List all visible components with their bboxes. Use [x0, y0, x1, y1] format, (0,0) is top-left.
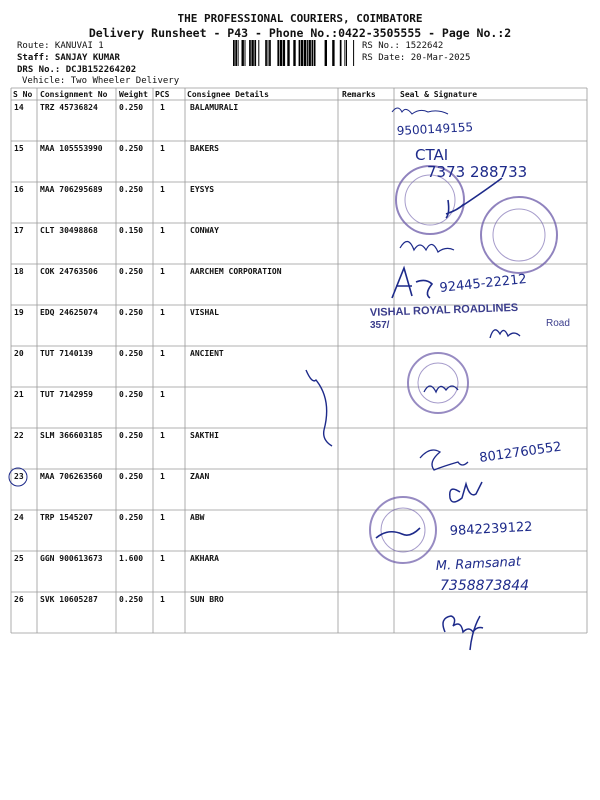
cell-name: BAKERS — [190, 144, 219, 153]
cell-name: AARCHEM CORPORATION — [190, 267, 282, 276]
col-header-sno: S No — [13, 90, 33, 99]
stamp-19-line3: Road — [546, 318, 570, 329]
cell-pcs: 1 — [160, 308, 165, 317]
cell-cn: GGN 900613673 — [40, 554, 103, 563]
cell-cn: TRP 1545207 — [40, 513, 93, 522]
cell-wt: 0.250 — [119, 431, 144, 440]
cell-sno: 20 — [14, 349, 24, 358]
phone-15: 7373 288733 — [427, 163, 528, 181]
drs-text: DRS No.: DCJB152264202 — [17, 65, 137, 75]
col-header-pcs: PCS — [155, 90, 170, 99]
cell-cn: MAA 105553990 — [40, 144, 103, 153]
cell-sno: 25 — [14, 554, 24, 563]
cell-name: ZAAN — [190, 472, 210, 481]
col-header-signature: Seal & Signature — [400, 90, 478, 99]
cell-sno: 22 — [14, 431, 24, 440]
cell-cn: EDQ 24625074 — [40, 308, 98, 317]
cell-cn: CLT 30498868 — [40, 226, 98, 235]
cell-sno: 23 — [14, 472, 24, 481]
cell-cn: SLM 366603185 — [40, 431, 103, 440]
cell-sno: 15 — [14, 144, 24, 153]
col-header-weight: Weight — [119, 90, 148, 99]
cell-name: ABW — [190, 513, 205, 522]
cell-cn: MAA 706295689 — [40, 185, 103, 194]
cell-pcs: 1 — [160, 554, 165, 563]
cell-cn: TUT 7140139 — [40, 349, 93, 358]
rs-no-text: RS No.: 1522642 — [362, 41, 444, 51]
cell-wt: 0.250 — [119, 349, 144, 358]
phone-25: 7358873844 — [440, 578, 530, 594]
col-header-consignment: Consignment No — [40, 90, 108, 99]
stamp-19-line1: VISHAL ROYAL ROADLINES — [369, 301, 519, 319]
cell-cn: TRZ 45736824 — [40, 103, 98, 112]
col-header-remarks: Remarks — [342, 90, 376, 99]
cell-pcs: 1 — [160, 472, 165, 481]
cell-sno: 24 — [14, 513, 24, 522]
cell-pcs: 1 — [160, 226, 165, 235]
cell-name: BALAMURALI — [190, 103, 239, 112]
cell-pcs: 1 — [160, 349, 165, 358]
cell-wt: 0.150 — [119, 226, 144, 235]
cell-wt: 0.250 — [119, 308, 144, 317]
vehicle-text: Vehicle: Two Wheeler Delivery — [22, 76, 180, 86]
cell-name: ANCIENT — [190, 349, 224, 358]
cell-sno: 19 — [14, 308, 24, 317]
cell-pcs: 1 — [160, 513, 165, 522]
cell-wt: 0.250 — [119, 513, 144, 522]
cell-wt: 0.250 — [119, 185, 144, 194]
company-title: THE PROFESSIONAL COURIERS, COIMBATORE — [177, 12, 423, 25]
cell-name: SUN BRO — [190, 595, 224, 604]
phone-22: 8012760552 — [478, 439, 563, 466]
col-header-consignee: Consignee Details — [187, 90, 269, 99]
cell-pcs: 1 — [160, 185, 165, 194]
cell-sno: 18 — [14, 267, 24, 276]
cell-cn: COK 24763506 — [40, 267, 98, 276]
phone-14: 9500149155 — [396, 120, 474, 138]
cell-name: VISHAL — [190, 308, 219, 317]
cell-wt: 0.250 — [119, 472, 144, 481]
cell-pcs: 1 — [160, 267, 165, 276]
cell-sno: 21 — [14, 390, 24, 399]
runsheet-title: Delivery Runsheet - P43 - Phone No.:0422-3505555 - Page No.:2 — [88, 26, 512, 40]
cell-name: EYSYS — [190, 185, 215, 194]
cell-name: SAKTHI — [190, 431, 219, 440]
cell-pcs: 1 — [160, 431, 165, 440]
cell-pcs: 1 — [160, 390, 165, 399]
cell-cn: TUT 7142959 — [40, 390, 93, 399]
cell-cn: SVK 10605287 — [40, 595, 98, 604]
phone-24: 9842239122 — [449, 519, 533, 539]
cell-name: CONWAY — [190, 226, 219, 235]
staff-text: Staff: SANJAY KUMAR — [17, 53, 120, 63]
cell-sno: 26 — [14, 595, 24, 604]
cell-name: AKHARA — [190, 554, 219, 563]
name-25: M. Ramsanat — [435, 554, 522, 574]
phone-18: 92445-22212 — [438, 271, 528, 296]
cell-sno: 17 — [14, 226, 24, 235]
cell-pcs: 1 — [160, 144, 165, 153]
cell-wt: 1.600 — [119, 554, 144, 563]
route-text: Route: KANUVAI 1 — [17, 41, 104, 51]
cell-wt: 0.250 — [119, 267, 144, 276]
cell-sno: 14 — [14, 103, 24, 112]
cell-wt: 0.250 — [119, 103, 144, 112]
cell-pcs: 1 — [160, 595, 165, 604]
cell-pcs: 1 — [160, 103, 165, 112]
cell-cn: MAA 706263560 — [40, 472, 103, 481]
cell-sno: 16 — [14, 185, 24, 194]
note-15: CTAI — [415, 146, 449, 164]
cell-wt: 0.250 — [119, 144, 144, 153]
cell-wt: 0.250 — [119, 390, 144, 399]
stamp-19-line2: 357/ — [370, 320, 390, 331]
cell-wt: 0.250 — [119, 595, 144, 604]
rs-date-text: RS Date: 20-Mar-2025 — [362, 53, 471, 63]
